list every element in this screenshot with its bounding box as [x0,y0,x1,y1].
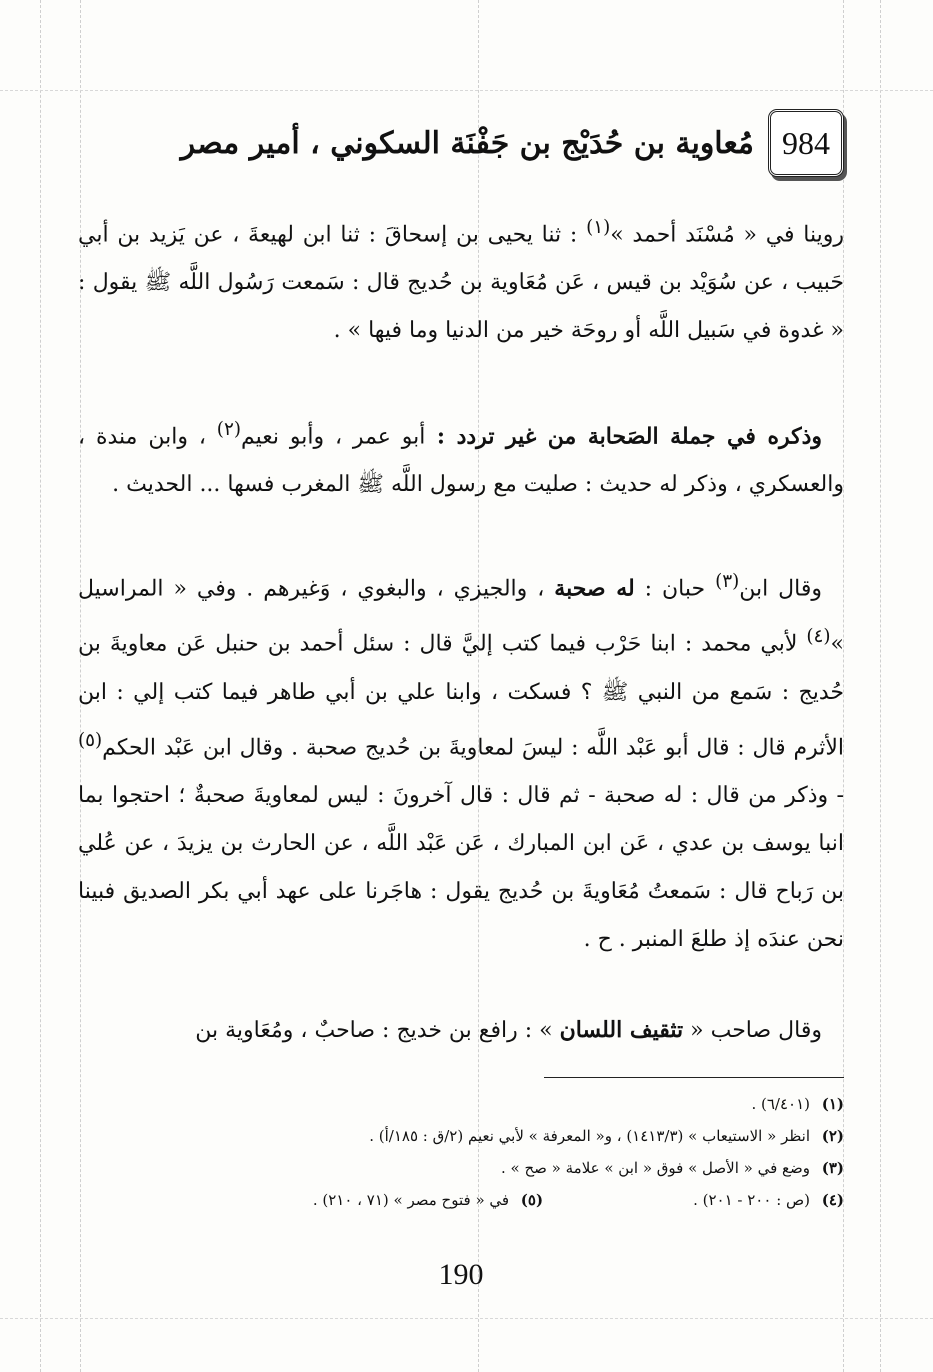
text-run: روينا في « مُسْنَد أحمد » [610,222,845,248]
paragraph-2 [78,406,844,509]
footnotes [78,1088,844,1216]
footnote-4-5 [78,1184,844,1216]
text-run: لأبي محمد : ابنا حَرْب فيما كتب إليَّ قال : سئل أحمد بن حنبل عَن معاويةَ بن حُديج : سَمع من النبي ﷺ ؟ فسكت ، وابنا علي بن أبي طاهر فيما كتب إلي : ابن الأثرم قال : قال أبو عَبْد اللَّه : ليسَ لمعاويةَ بن حُديج صحبة . وقال ابن عَبْد الحكم [78,631,844,760]
footnote-3 [78,1152,844,1184]
text-run: أبو عمر ، وأبو نعيم [240,424,426,450]
book-title: تثقيف اللسان [559,1017,684,1043]
footnote-1 [78,1088,844,1120]
entry-number: 984 [782,124,830,161]
text-run: » : رافع بن خديج : صاحبٌ ، ومُعَاوية بن [195,1018,560,1043]
text-run: ، وابن مندة ، والعسكري ، وذكر له حديث : صليت مع رسول اللَّه ﷺ المغرب فسها ... الحديث . [78,424,844,498]
footnote-ref: (٢) [216,419,241,440]
text-run: حبان : [634,576,716,602]
footnote-number: (٢) [821,1127,844,1145]
footnote-number: (٥) [520,1191,544,1209]
footnote-text: (٦/٤٠١) . [751,1095,810,1113]
bold-run: له صحبة [554,575,635,602]
footnote-ref: (٤) [806,626,831,648]
paragraph-4 [78,1006,844,1055]
footnote-text: انظر « الاستيعاب » (١٤١٣/٣) ، و« المعرفة » لأبي نعيم (٢/ق : ١٨٥/أ) . [369,1127,810,1145]
entry-number-box [768,109,844,177]
footnote-ref: (٥) [78,729,103,751]
footnote-number: (٣) [821,1159,844,1177]
footnote-ref: (٣) [715,571,740,592]
footnote-text: (ص : ٢٠٠ - ٢٠١) . [693,1191,810,1209]
footnote-number: (١) [821,1095,844,1113]
footnote-ref: (١) [586,217,611,238]
text-run: - وذكر من قال : له صحبة - ثم قال : قال آخرونَ : ليس لمعاويةَ صحبةٌ ؛ احتجوا بما انبا يوسف بن عدي ، عَن ابن المبارك ، عَن عَبْد اللَّه ، عن الحارث بن يزيدَ ، عن عُلي بن رَباح قال : سَمعتُ مُعَاويةَ بن حُديج يقول : هاجَرنا على عهد أبي بكر الصديق فبينا نحن عندَه إذ طلعَ المنبر . ح . [78,782,844,952]
text-run: وقال صاحب « [683,1018,822,1043]
page-number: 190 [438,1258,484,1291]
paragraph-1 [78,204,844,355]
paragraph-3 [78,558,844,964]
footnote-number: (٤) [821,1191,844,1209]
text-run: وقال ابن [739,576,823,602]
footnote-separator [544,1077,844,1078]
footnote-text: في « فتوح مصر » (٧١ ، ٢١٠) . [312,1191,510,1209]
text-run: : ثنا يحيى بن إسحاقَ : ثنا ابن لهيعةَ ، عن يَزيد بن أبي حَبيب ، عن سُوَيْد بن قيس ، عَن مُعَاوية بن حُديج قال : سَمعت رَسُول اللَّه ﷺ يقول : « غدوة في سَبيل اللَّه أو روحَة خير من الدنيا وما فيها » . [78,222,844,344]
bold-heading-run: وذكره في جملة الصَحابة من غير تردد : [425,423,823,450]
text-run: ، والجيزي ، والبغوي ، وَغيرهم . وفي « المراسيل » [78,576,844,657]
entry-header [181,100,844,186]
entry-title: مُعاوية بن حُدَيْج بن جَفْنَة السكوني ، أمير مصر [180,125,754,161]
footnote-2 [78,1120,844,1152]
footnote-text: وضع في « الأصل » فوق « ابن » علامة « صح » . [501,1159,810,1177]
